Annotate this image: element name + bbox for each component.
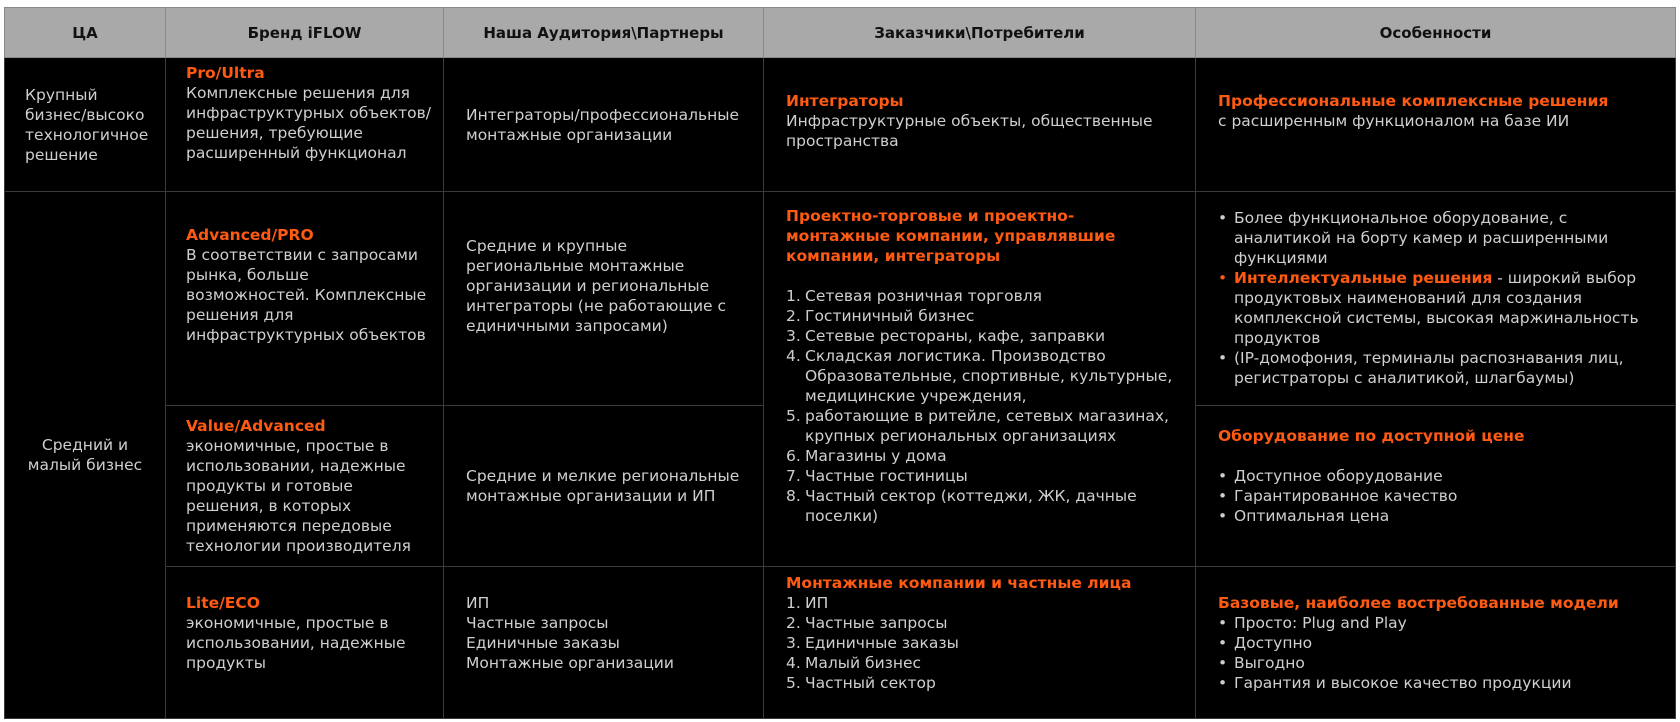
features-value-title: Оборудование по доступной цене — [1218, 427, 1525, 445]
features-large-desc: с расширенным функционалом на базе ИИ — [1218, 112, 1570, 130]
brand-advanced-pro-title: Advanced/PRO — [186, 226, 314, 244]
list-item: 6. Магазины у дома — [786, 447, 947, 465]
list-item: 2. Гостиничный бизнес — [786, 307, 975, 325]
features-value — [1196, 406, 1676, 567]
brand-pro-ultra-desc: Комплексные решения для инфраструктурных объектов/решения, требующие расширенный функционал — [186, 84, 431, 162]
list-item: • Оптимальная цена — [1218, 506, 1653, 526]
list-item: 5. Частный сектор — [786, 674, 936, 692]
header-features: Особенности — [1196, 8, 1676, 58]
segments-table — [4, 7, 1676, 719]
audience-lite-item: Частные запросы — [466, 614, 609, 632]
list-item: 2. Частные запросы — [786, 614, 948, 632]
list-item: 5. работающие в ритейле, сетевых магазинах, крупных региональных организациях — [786, 407, 1169, 445]
brand-pro-ultra — [166, 58, 444, 192]
list-item: 3. Единичные заказы — [786, 634, 959, 652]
customers-large — [764, 58, 1196, 192]
brand-value-advanced-desc: экономичные, простые в использовании, надежные продукты и готовые решения, в которых применяются передовые технологии производителя — [186, 437, 411, 555]
audience-lite-item: Монтажные организации — [466, 654, 674, 672]
brand-advanced-pro — [166, 192, 444, 406]
segments-table-wrapper — [4, 7, 1676, 719]
brand-value-advanced — [166, 406, 444, 567]
list-item: • Доступно — [1218, 633, 1653, 653]
header-brand: Бренд iFLOW — [166, 8, 444, 58]
features-large-title: Профессиональные комплексные решения — [1218, 92, 1609, 110]
header-audience: Наша Аудитория\Партнеры — [444, 8, 764, 58]
audience-value — [444, 406, 764, 567]
audience-advanced — [444, 192, 764, 406]
row-advanced — [5, 192, 1676, 406]
audience-lite — [444, 567, 764, 719]
features-advanced-list — [1218, 208, 1657, 388]
segment-sme — [5, 192, 166, 719]
header-row — [5, 8, 1676, 58]
features-lite — [1196, 567, 1676, 719]
customers-lite — [764, 567, 1196, 719]
header-customers: Заказчики\Потребители — [764, 8, 1196, 58]
list-item: • Просто: Plug and Play — [1218, 613, 1653, 633]
customers-mid-title: Проектно-торговые и проектно-монтажные компании, управлявшие компании, интеграторы — [786, 207, 1116, 265]
customers-mid — [764, 192, 1196, 567]
list-item: • Гарантированное качество — [1218, 486, 1653, 506]
brand-lite-eco — [166, 567, 444, 719]
audience-advanced-text: Средние и крупные региональные монтажные организации и региональные интеграторы (не работающие с единичными запросами) — [466, 237, 727, 335]
features-advanced — [1196, 192, 1676, 406]
customers-lite-list — [786, 593, 1173, 693]
features-lite-title: Базовые, наиболее востребованные модели — [1218, 594, 1619, 612]
customers-large-title: Интеграторы — [786, 92, 904, 110]
features-value-list — [1218, 466, 1653, 526]
features-large — [1196, 58, 1676, 192]
audience-value-text: Средние и мелкие региональные монтажные организации и ИП — [466, 467, 740, 505]
audience-lite-item: ИП — [466, 594, 490, 612]
audience-large-text: Интеграторы/профессиональные монтажные организации — [466, 105, 740, 144]
list-item: • Интеллектуальные решения - широкий выбор продуктовых наименований для создания комплексной системы, высокая маржинальность продуктов — [1218, 268, 1657, 348]
list-item: • Гарантия и высокое качество продукции — [1218, 673, 1653, 693]
list-item: 1. Сетевая розничная торговля — [786, 287, 1042, 305]
brand-lite-eco-title: Lite/ECO — [186, 594, 260, 612]
list-item: • Доступное оборудование — [1218, 466, 1653, 486]
list-item: • Выгодно — [1218, 653, 1653, 673]
list-item: 3. Сетевые рестораны, кафе, заправки — [786, 327, 1106, 345]
list-item: 8. Частный сектор (коттеджи, ЖК, дачные поселки) — [786, 487, 1137, 525]
header-ca: ЦА — [5, 8, 166, 58]
audience-lite-item: Единичные заказы — [466, 634, 620, 652]
audience-large — [444, 58, 764, 192]
segment-large-text: Крупный бизнес/высоко технологичное решение — [25, 85, 149, 164]
list-item: • Более функциональное оборудование, с аналитикой на борту камер и расширенными функциями — [1218, 208, 1657, 268]
customers-lite-title: Монтажные компании и частные лица — [786, 574, 1132, 592]
list-item: 4. Малый бизнес — [786, 654, 922, 672]
brand-lite-eco-desc: экономичные, простые в использовании, надежные продукты — [186, 614, 406, 672]
customers-mid-list — [786, 286, 1173, 526]
segment-large — [5, 58, 166, 192]
brand-value-advanced-title: Value/Advanced — [186, 417, 326, 435]
segment-sme-text: Средний и малый бизнес — [27, 436, 143, 474]
list-item: 4. Складская логистика. Производство Образовательные, спортивные, культурные, медицинские учреждения, — [786, 347, 1173, 405]
brand-pro-ultra-title: Pro/Ultra — [186, 64, 265, 82]
row-lite — [5, 567, 1676, 719]
features-lite-list — [1218, 613, 1653, 693]
customers-large-desc: Инфраструктурные объекты, общественные пространства — [786, 112, 1153, 150]
list-item: 7. Частные гостиницы — [786, 467, 968, 485]
list-item: 1. ИП — [786, 594, 829, 612]
row-large-business — [5, 58, 1676, 192]
list-item: • (IP-домофония, терминалы распознавания лиц, регистраторы с аналитикой, шлагбаумы) — [1218, 348, 1657, 388]
brand-advanced-pro-desc: В соответствии с запросами рынка, больше возможностей. Комплексные решения для инфраструктурных объектов — [186, 246, 427, 344]
